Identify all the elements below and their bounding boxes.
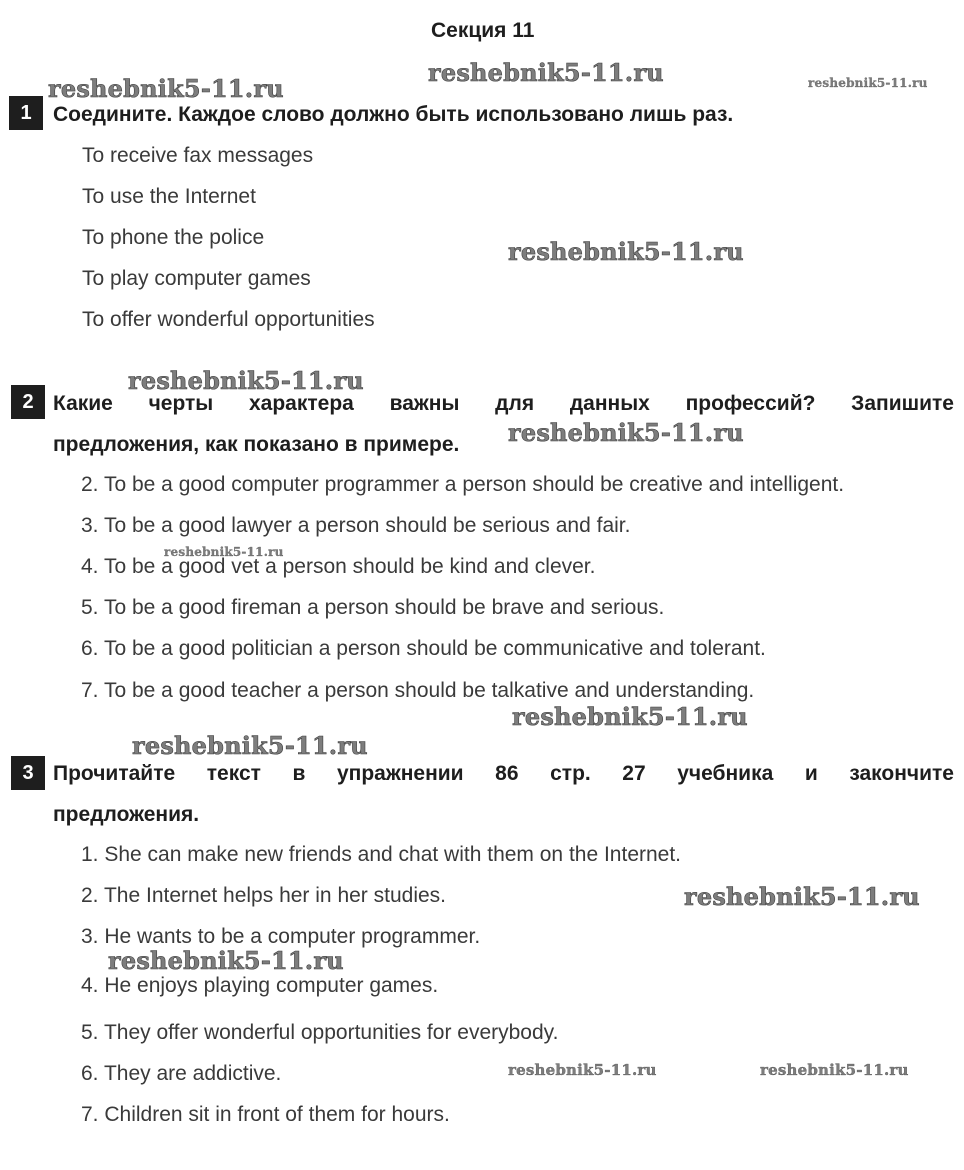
exercise-2-item: 2. To be a good computer programmer a person should be creative and intelligent.: [81, 473, 845, 496]
watermark: reshebnik5-11.ru: [108, 946, 344, 975]
exercise-3-item: 2. The Internet helps her in her studies.: [81, 884, 446, 907]
watermark: reshebnik5-11.ru: [508, 237, 744, 266]
exercise-2-item: 7. To be a good teacher a person should be talkative and understanding.: [81, 679, 755, 702]
exercise-1-heading: Соедините. Каждое слово должно быть использовано лишь раз.: [53, 103, 734, 126]
exercise-3-item: 1. She can make new friends and chat with them on the Internet.: [81, 843, 682, 866]
watermark: reshebnik5-11.ru: [164, 545, 284, 559]
watermark: reshebnik5-11.ru: [128, 366, 364, 395]
exercise-2-item: 3. To be a good lawyer a person should be serious and fair.: [81, 514, 631, 537]
watermark: reshebnik5-11.ru: [508, 418, 744, 447]
exercise-2-heading-line2: предложения, как показано в примере.: [53, 433, 460, 456]
watermark: reshebnik5-11.ru: [760, 1061, 909, 1079]
exercise-1-item: To play computer games: [82, 267, 311, 290]
watermark: reshebnik5-11.ru: [428, 58, 664, 87]
page-title: Секция 11: [431, 19, 535, 42]
exercise-1-item: To use the Internet: [82, 185, 256, 208]
exercise-3-item: 5. They offer wonderful opportunities for everybody.: [81, 1021, 559, 1044]
exercise-2-item: 4. To be a good vet a person should be kind and clever.: [81, 555, 596, 578]
exercise-3-heading-line2: предложения.: [53, 803, 200, 826]
watermark: reshebnik5-11.ru: [512, 702, 748, 731]
exercise-2-item: 6. To be a good politician a person should be communicative and tolerant.: [81, 637, 766, 660]
exercise-2-heading-line1: Какие черты характера важны для данных профессий? Запишите: [53, 392, 954, 415]
exercise-3-heading-line1: Прочитайте текст в упражнении 86 стр. 27 учебника и закончите: [53, 762, 954, 785]
watermark: reshebnik5-11.ru: [48, 74, 284, 103]
exercise-1-item: To offer wonderful opportunities: [82, 308, 375, 331]
exercise-1-number: 1: [9, 96, 43, 130]
exercise-1-item: To phone the police: [82, 226, 265, 249]
watermark: reshebnik5-11.ru: [808, 76, 928, 90]
exercise-1-item: To receive fax messages: [82, 144, 314, 167]
watermark: reshebnik5-11.ru: [508, 1061, 657, 1079]
exercise-3-item: 3. He wants to be a computer programmer.: [81, 925, 481, 948]
exercise-3-item: 6. They are addictive.: [81, 1062, 282, 1085]
exercise-2-item: 5. To be a good fireman a person should be brave and serious.: [81, 596, 665, 619]
watermark: reshebnik5-11.ru: [132, 731, 368, 760]
exercise-3-item: 7. Children sit in front of them for hours.: [81, 1103, 450, 1126]
exercise-3-number: 3: [11, 756, 45, 790]
exercise-3-item: 4. He enjoys playing computer games.: [81, 974, 439, 997]
watermark: reshebnik5-11.ru: [684, 882, 920, 911]
exercise-2-number: 2: [11, 385, 45, 419]
